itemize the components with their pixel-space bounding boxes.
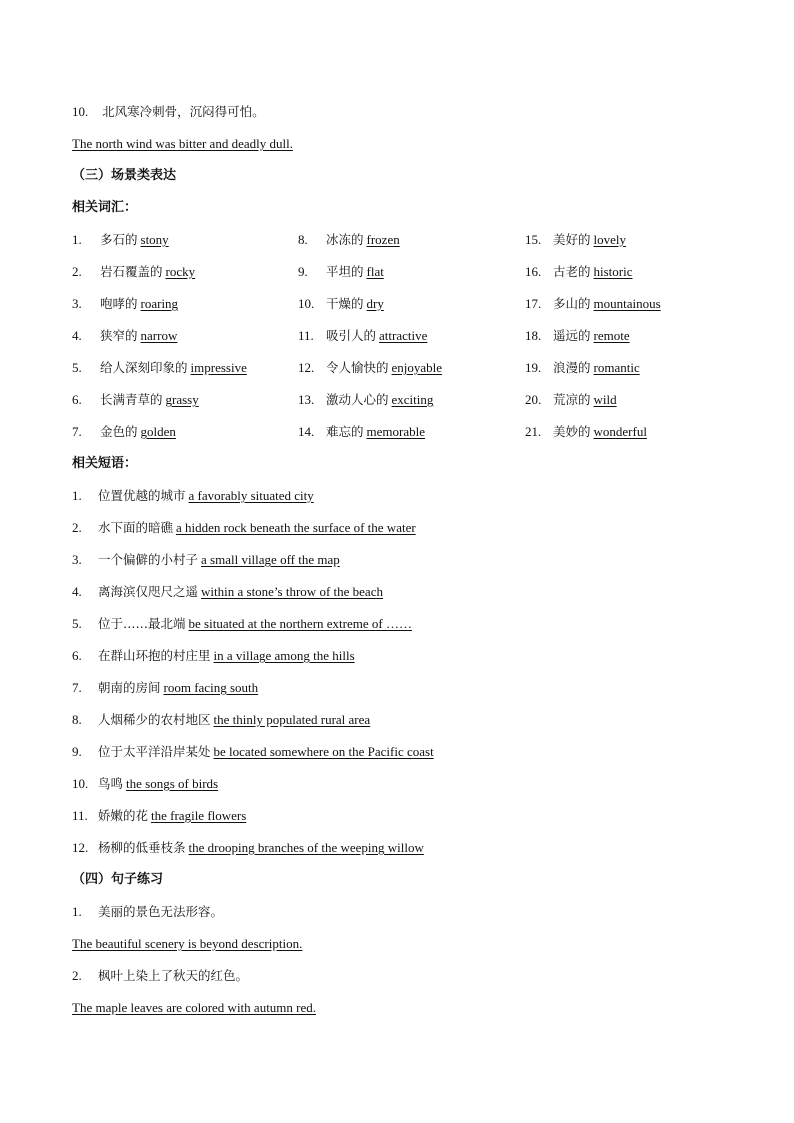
phrase-item: 9. 位于太平洋沿岸某处 be located somewhere on the Pacific coast [72,744,434,759]
item-10-english [72,132,732,164]
section-title-3: （三）场景类表达 [72,168,177,183]
vocab-column-2 [298,228,445,452]
vocab-item: 13. 激动人心的 exciting [298,392,434,407]
vocab-item: 17. 多山的 mountainous [525,296,661,311]
phrase-item: 5. 位于……最北端 be situated at the northern extreme of …… [72,616,412,631]
vocab-label: 相关词汇： [72,200,138,215]
item-number: 10. [72,104,89,119]
phrase-item: 10. 鸟鸣 the songs of birds [72,776,219,791]
vocab-item: 15. 美好的 lovely [525,232,627,247]
worksheet-page [72,100,732,1028]
vocab-item: 12. 令人愉快的 enjoyable [298,360,443,375]
vocab-item: 21. 美妙的 wonderful [525,424,647,439]
vocab-column-3 [525,228,664,452]
chinese-sentence: 北风寒冷刺骨，沉闷得可怕。 [102,104,265,119]
vocab-item: 3. 咆哮的 roaring [72,296,179,311]
vocab-column-1 [72,228,250,452]
sentence-2-english: The maple leaves are colored with autumn red. [72,1000,317,1015]
english-translation: The north wind was bitter and deadly dull. [72,136,293,151]
vocab-item: 2. 岩石覆盖的 rocky [72,264,196,279]
sentence-2-chinese: 2. 枫叶上染上了秋天的红色。 [72,968,249,983]
vocab-item: 10. 干燥的 dry [298,296,384,311]
vocab-item: 4. 狭窄的 narrow [72,328,178,343]
vocab-item: 14. 难忘的 memorable [298,424,425,439]
phrase-item: 4. 离海滨仅咫尺之遥 within a stone’s throw of the beach [72,584,383,599]
phrase-item: 2. 水下面的暗礁 a hidden rock beneath the surface of the water [72,520,416,535]
item-10-chinese [72,100,732,132]
vocab-item: 11. 吸引人的 attractive [298,328,428,343]
phrase-item: 3. 一个偏僻的小村子 a small village off the map [72,552,340,567]
phrase-item: 11. 娇嫩的花 the fragile flowers [72,808,247,823]
vocab-item: 8. 冰冻的 frozen [298,232,400,247]
vocab-item: 19. 浪漫的 romantic [525,360,640,375]
vocab-item: 16. 古老的 historic [525,264,633,279]
vocab-item: 18. 遥远的 remote [525,328,630,343]
vocab-item: 20. 荒凉的 wild [525,392,617,407]
vocab-item: 1. 多石的 stony [72,232,169,247]
vocab-item: 9. 平坦的 flat [298,264,384,279]
phrases-label: 相关短语： [72,456,138,471]
phrase-item: 12. 杨柳的低垂枝条 the drooping branches of the weeping willow [72,840,424,855]
phrase-item: 7. 朝南的房间 room facing south [72,680,259,695]
phrase-list [72,484,732,868]
vocab-item: 7. 金色的 golden [72,424,176,439]
sentence-1-chinese: 1. 美丽的景色无法形容。 [72,904,224,919]
phrase-item: 6. 在群山环抱的村庄里 in a village among the hills [72,648,355,663]
phrase-item: 1. 位置优越的城市 a favorably situated city [72,488,314,503]
vocab-item: 5. 给人深刻印象的 impressive [72,360,247,375]
vocab-item: 6. 长满青草的 grassy [72,392,199,407]
section-title-4: （四）句子练习 [72,872,164,887]
phrase-item: 8. 人烟稀少的农村地区 the thinly populated rural area [72,712,371,727]
vocab-grid [72,228,732,452]
sentence-1-english: The beautiful scenery is beyond description. [72,936,303,951]
